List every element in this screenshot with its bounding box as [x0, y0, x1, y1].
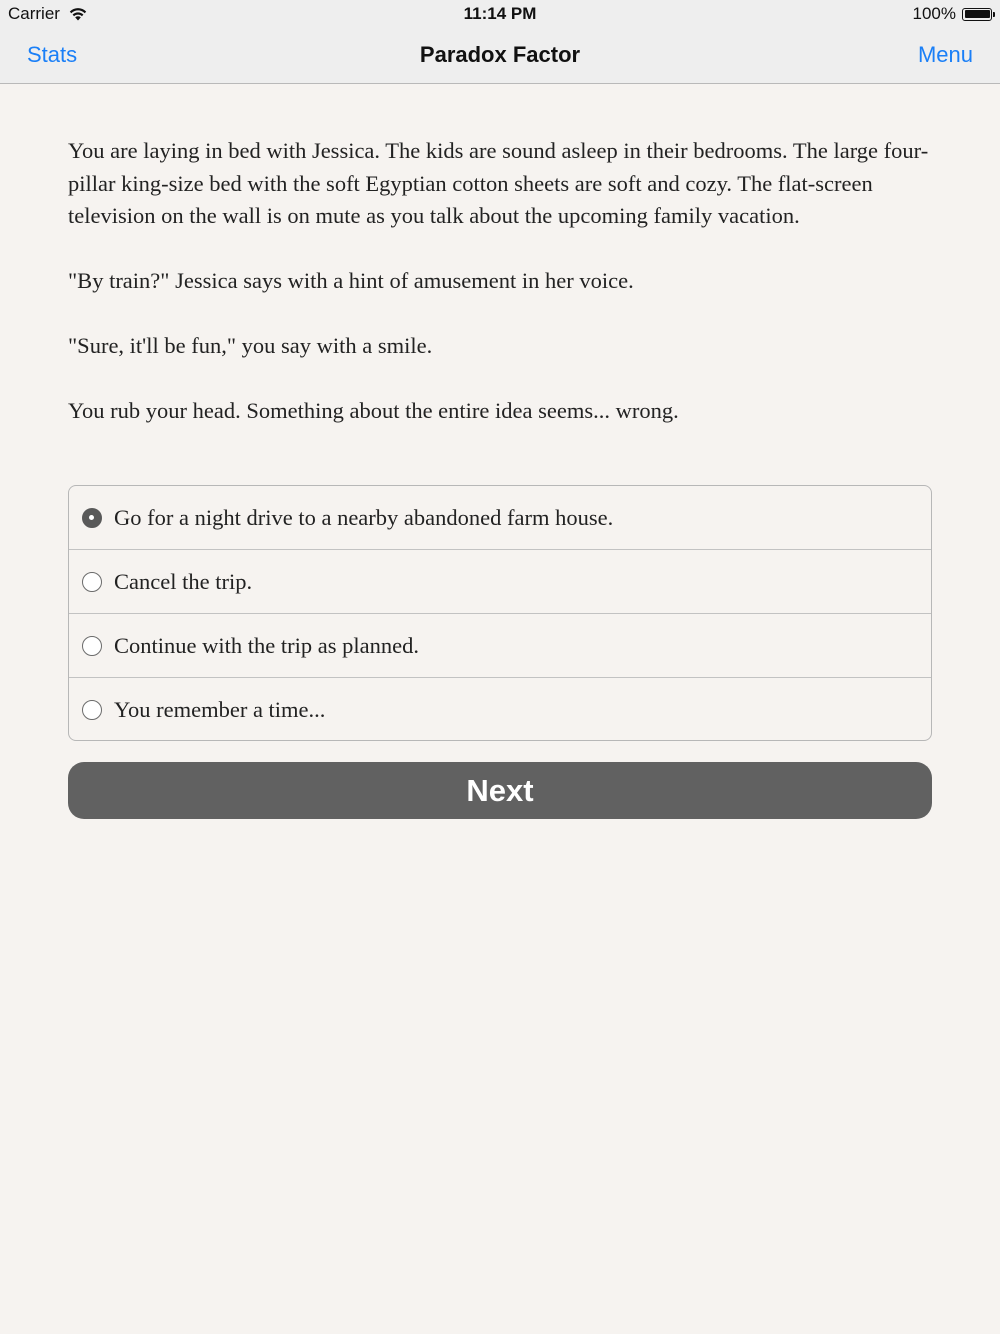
battery-tip [993, 12, 995, 17]
radio-button[interactable] [82, 636, 102, 656]
battery-icon [962, 8, 992, 21]
choice-option-cancel-trip[interactable] [69, 550, 931, 614]
next-button[interactable]: Next [68, 762, 932, 819]
choice-option-night-drive[interactable] [69, 486, 931, 550]
choice-label: Continue with the trip as planned. [114, 632, 419, 658]
story-paragraph: You are laying in bed with Jessica. The kids are sound asleep in their bedrooms. The large four-pillar king-size bed with the soft Egyptian cotton sheets are soft and cozy. The flat-screen television on the wall is on mute as you talk about the upcoming family vacation. [68, 138, 929, 228]
choice-option-remember[interactable] [69, 678, 931, 741]
story-text [68, 135, 936, 460]
radio-button[interactable] [82, 508, 102, 528]
choice-label: Cancel the trip. [114, 568, 253, 594]
battery-fill [965, 10, 990, 18]
choice-label: You remember a time... [114, 697, 326, 722]
choice-option-continue-trip[interactable] [69, 614, 931, 678]
battery-indicator [913, 4, 992, 24]
carrier-label: Carrier [8, 4, 60, 23]
choice-label: Go for a night drive to a nearby abandoned farm house. [114, 504, 614, 530]
radio-button[interactable] [82, 700, 102, 720]
battery-percent: 100% [912, 4, 956, 23]
stats-button[interactable]: Stats [27, 42, 78, 67]
status-bar [0, 0, 1000, 28]
choice-list [68, 485, 932, 741]
story-paragraph: You rub your head. Something about the entire idea seems... wrong. [68, 398, 679, 423]
story-paragraph: "Sure, it'll be fun," you say with a smile. [68, 333, 433, 358]
navigation-bar [0, 28, 1000, 84]
page-title: Paradox Factor [419, 42, 581, 67]
status-time: 11:14 PM [463, 4, 537, 23]
story-paragraph: "By train?" Jessica says with a hint of amusement in her voice. [68, 268, 634, 293]
menu-button[interactable]: Menu [917, 42, 973, 67]
radio-button[interactable] [82, 572, 102, 592]
